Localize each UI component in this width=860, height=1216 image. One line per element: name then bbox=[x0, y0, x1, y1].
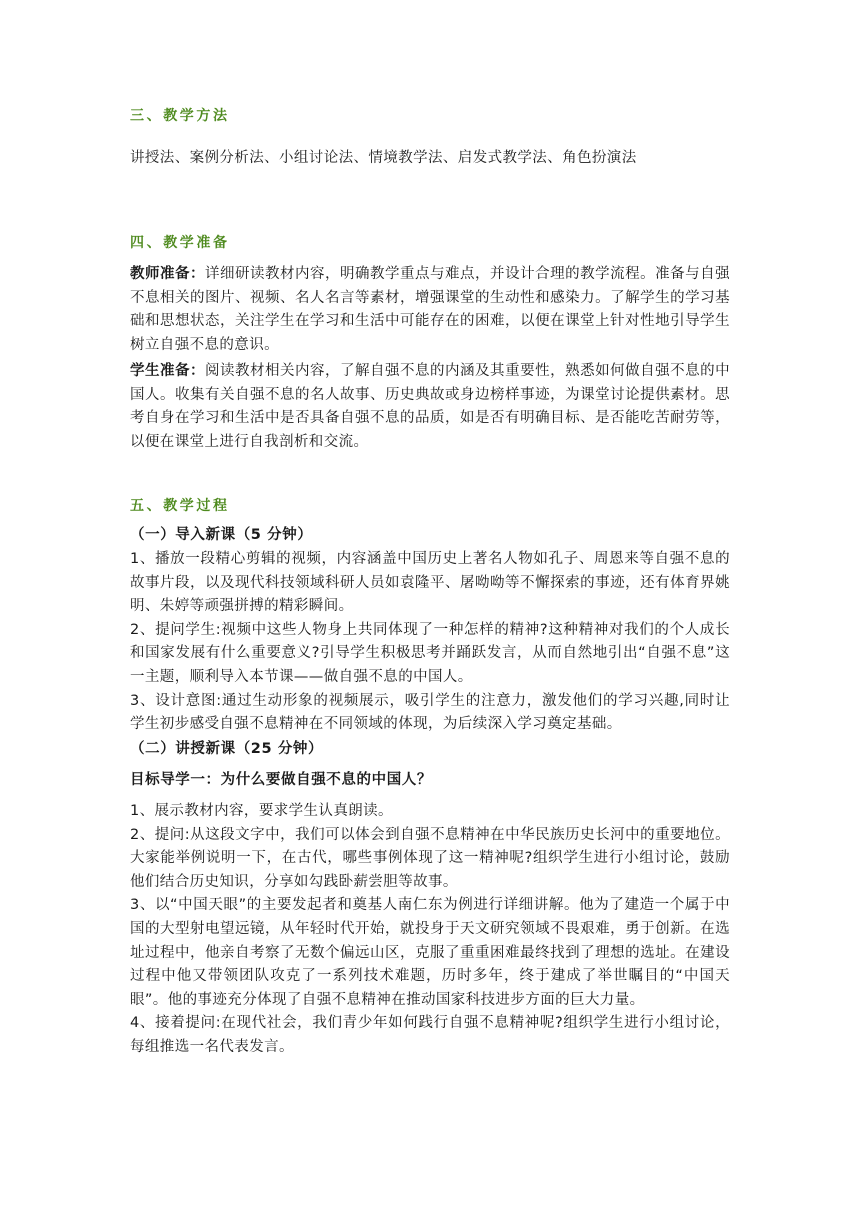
teacher-preparation-label: 教师准备： bbox=[130, 266, 206, 282]
student-preparation-paragraph bbox=[130, 360, 730, 454]
part1-item: 3、设计意图:通过生动形象的视频展示，吸引学生的注意力，激发他们的学习兴趣,同时让学生初步感受自强不息精神在不同领域的体现，为后续深入学习奠定基础。 bbox=[130, 692, 730, 733]
student-preparation-text: 阅读教材相关内容，了解自强不息的内涵及其重要性，熟悉如何做自强不息的中国人。收集有关自强不息的名人故事、历史典故或身边榜样事迹，为课堂讨论提供素材。思考自身在学习和生活中是否具备自强不息的品质，如是否有明确目标、是否能吃苦耐劳等，以便在课堂上进行自我剖析和交流。 bbox=[130, 363, 730, 450]
goal1-item: 4、接着提问:在现代社会，我们青少年如何践行自强不息精神呢?组织学生进行小组讨论，每组推选一名代表发言。 bbox=[130, 1015, 730, 1055]
section-heading-methods: 三、教学方法 bbox=[130, 108, 230, 124]
teacher-preparation bbox=[130, 263, 730, 357]
part1-list bbox=[130, 548, 730, 737]
part2-title: （二）讲授新课（25 分钟） bbox=[130, 741, 324, 757]
student-preparation-label: 学生准备： bbox=[130, 363, 206, 379]
goal1-title: 目标导学一：为什么要做自强不息的中国人？ bbox=[130, 772, 432, 788]
part1-title: （一）导入新课（5 分钟） bbox=[130, 527, 313, 543]
goal1-item: 1、展示教材内容，要求学生认真朗读。 bbox=[130, 803, 393, 819]
goal1-item: 3、以“中国天眼”的主要发起者和奠基人南仁东为例进行详细讲解。他为了建造一个属于中国的大型射电望远镜，从年轻时代开始，就投身于天文研究领域不畏艰难，勇于创新。在选址过程中，他亲自考察了无数个偏远山区，克服了重重困难最终找到了理想的选址。在建设过程中他又带领团队攻克了一系列技术难题，历时多年，终于建成了举世瞩目的“中国天眼”。他的事迹充分体现了自强不息精神在推动国家科技进步方面的巨大力量。 bbox=[130, 897, 730, 1008]
student-preparation bbox=[130, 360, 730, 454]
part1-item: 2、提问学生:视频中这些人物身上共同体现了一种怎样的精神?这种精神对我们的个人成长和国家发展有什么重要意义?引导学生积极思考并踊跃发言，从而自然地引出“自强不息”这一主题，顺利导入本节课——做自强不息的中国人。 bbox=[130, 621, 730, 685]
goal1-item: 2、提问:从这段文字中，我们可以体会到自强不息精神在中华民族历史长河中的重要地位。大家能举例说明一下，在古代，哪些事例体现了这一精神呢?组织学生进行小组讨论，鼓励他们结合历史知识，分享如勾践卧薪尝胆等故事。 bbox=[130, 826, 730, 890]
section-heading-preparation: 四、教学准备 bbox=[130, 235, 230, 251]
methods-paragraph: 讲授法、案例分析法、小组讨论法、情境教学法、启发式教学法、角色扮演法 bbox=[130, 150, 637, 166]
goal1-list bbox=[130, 800, 730, 1060]
teacher-preparation-paragraph bbox=[130, 263, 730, 357]
part1-item: 1、播放一段精心剪辑的视频，内容涵盖中国历史上著名人物如孔子、周恩来等自强不息的故事片段，以及现代科技领域科研人员如袁隆平、屠呦呦等不懈探索的事迹，还有体育界姚明、朱婷等顽强拼搏的精彩瞬间。 bbox=[130, 551, 730, 615]
methods-text bbox=[130, 147, 730, 171]
teacher-preparation-text: 详细研读教材内容，明确教学重点与难点，并设计合理的教学流程。准备与自强不息相关的图片、视频、名人名言等素材，增强课堂的生动性和感染力。了解学生的学习基础和思想状态，关注学生在学习和生活中可能存在的困难，以便在课堂上针对性地引导学生树立自强不息的意识。 bbox=[130, 266, 730, 353]
section-heading-process: 五、教学过程 bbox=[130, 498, 230, 514]
